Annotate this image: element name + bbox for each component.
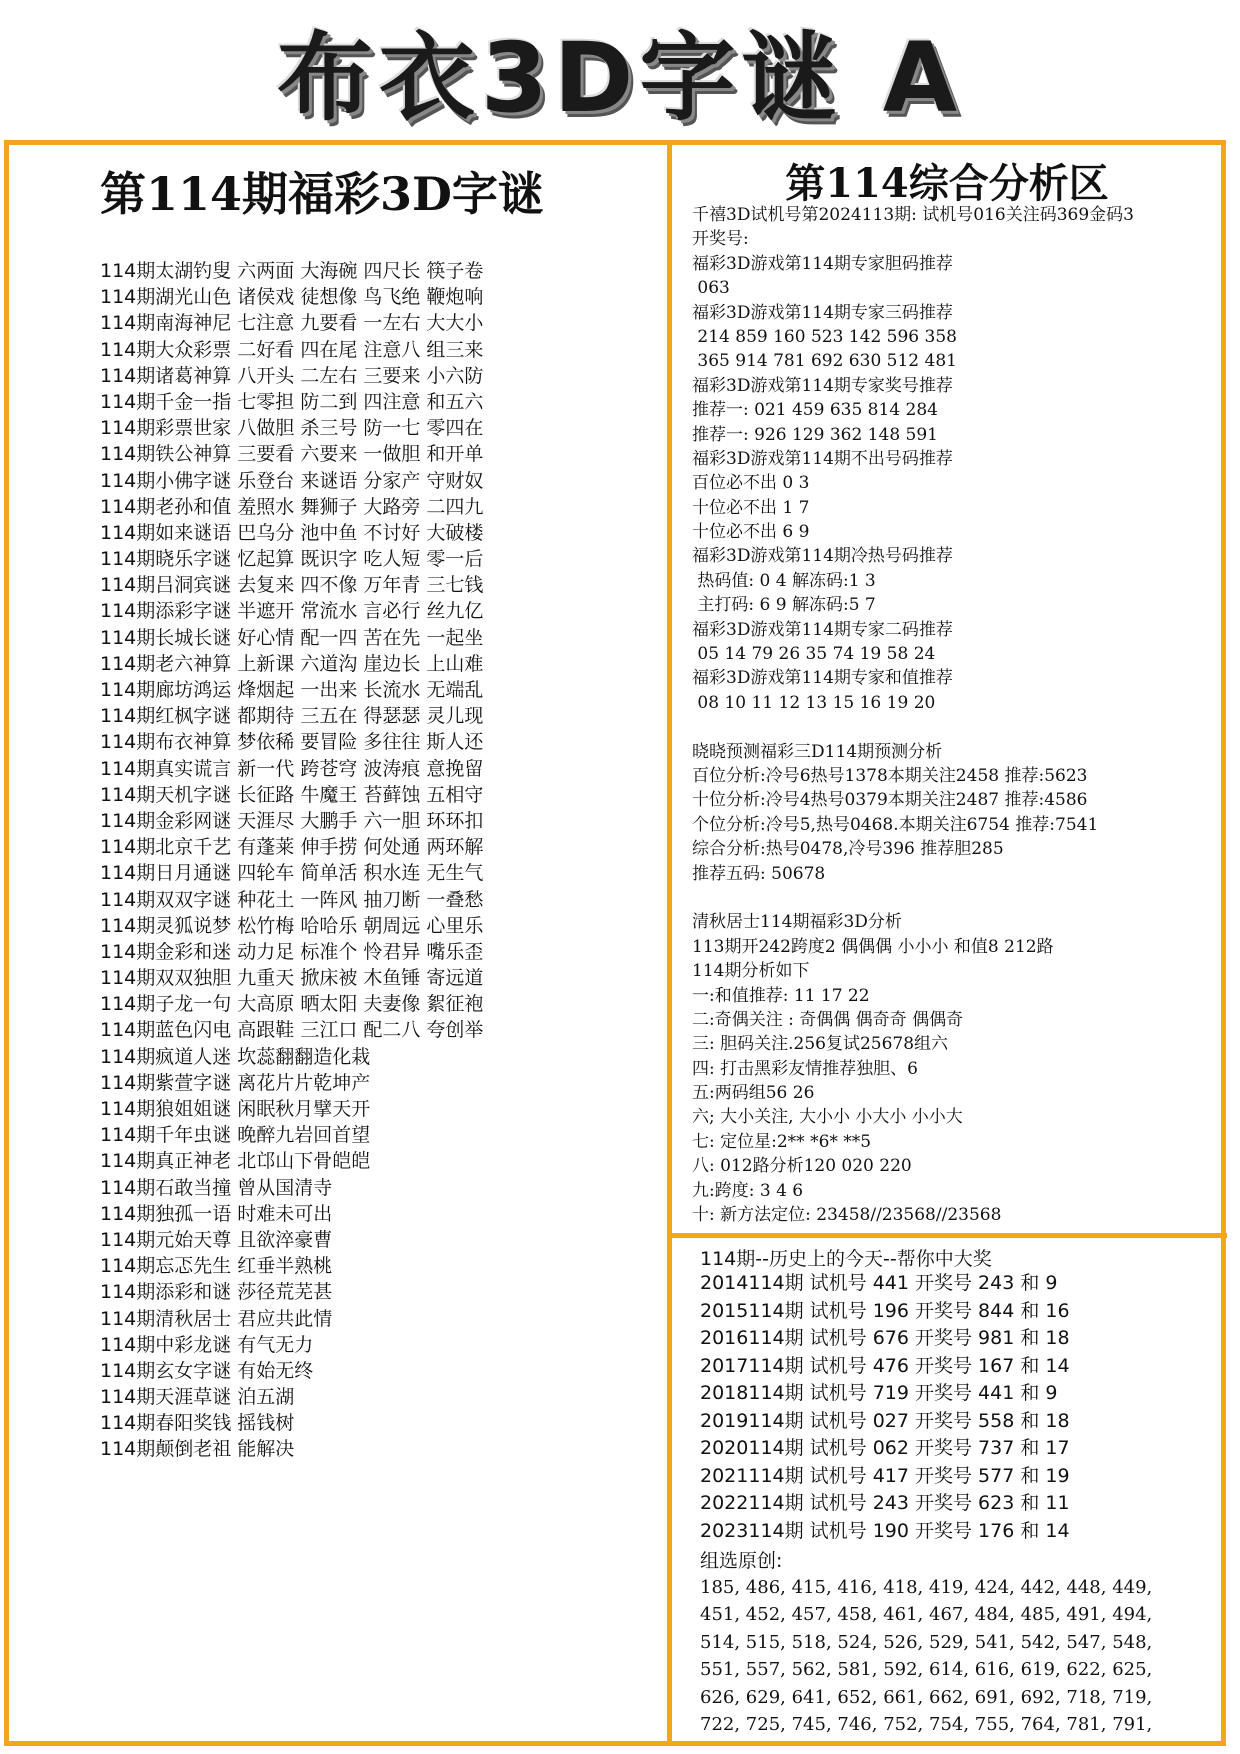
riddle-line: 114期老孙和值 羞照水 舞狮子 大路旁 二四九: [100, 495, 484, 518]
analysis-line: [692, 715, 1212, 739]
analysis-line: 千禧3D试机号第2024113期: 试机号016关注码369金码3: [692, 205, 1134, 225]
analysis-line: 05 14 79 26 35 74 19 58 24: [692, 644, 936, 665]
riddle-line: 114期千年虫谜 晚醉九岩回首望: [100, 1124, 371, 1147]
analysis-line: 开奖号:: [692, 229, 749, 250]
analysis-line: [692, 886, 1212, 910]
history-title: 114期--历史上的今天--帮你中大奖: [700, 1248, 992, 1270]
analysis-line: 214 859 160 523 142 596 358: [692, 326, 957, 347]
analysis-line: 福彩3D游戏第114期冷热号码推荐: [692, 546, 953, 567]
analysis-line: 福彩3D游戏第114期专家胆码推荐: [692, 253, 953, 274]
analysis-line: 推荐一: 926 129 362 148 591: [692, 424, 938, 445]
riddle-line: 114期添彩和谜 莎径荒芜甚: [100, 1281, 333, 1304]
analysis-line: 百位分析:冷号6热号1378本期关注2458 推荐:5623: [692, 765, 1088, 786]
combo-line: 514, 515, 518, 524, 526, 529, 541, 542, 547, 548,: [700, 1631, 1153, 1653]
riddle-line: 114期真实谎言 新一代 跨苍穹 波涛痕 意挽留: [100, 757, 484, 780]
combo-line: 626, 629, 641, 652, 661, 662, 691, 692, 718, 719,: [700, 1686, 1153, 1708]
riddle-line: 114期蓝色闪电 高跟鞋 三江口 配二八 夸创举: [100, 1019, 484, 1042]
analysis-line: 三: 胆码关注.256复试25678组六: [692, 1034, 949, 1055]
analysis-list: [692, 203, 1212, 1227]
analysis-line: 365 914 781 692 630 512 481: [692, 351, 957, 372]
analysis-line: 一:和值推荐: 11 17 22: [692, 985, 870, 1006]
analysis-line: 七: 定位星:2** *6* **5: [692, 1131, 872, 1152]
riddle-line: 114期独孤一语 时难未可出: [100, 1202, 333, 1225]
riddle-line: 114期玄女字谜 有始无终: [100, 1359, 314, 1382]
analysis-line: 九:跨度: 3 4 6: [692, 1180, 804, 1201]
history-row: 2022114期 试机号 243 开奖号 623 和 11: [700, 1492, 1070, 1514]
analysis-line: 八: 012路分析120 020 220: [692, 1156, 912, 1177]
analysis-line: 五:两码组56 26: [692, 1083, 815, 1104]
riddle-line: 114期灵狐说梦 松竹梅 哈哈乐 朝周远 心里乐: [100, 914, 484, 937]
history-row: 2020114期 试机号 062 开奖号 737 和 17: [700, 1437, 1070, 1459]
vertical-divider: [667, 145, 672, 1741]
analysis-line: 113期开242跨度2 偶偶偶 小小小 和值8 212路: [692, 936, 1054, 957]
analysis-line: 个位分析:冷号5,热号0468.本期关注6754 推荐:7541: [692, 814, 1099, 835]
analysis-line: 主打码: 6 9 解冻码:5 7: [692, 595, 876, 616]
riddle-line: 114期春阳奖钱 摇钱树: [100, 1412, 295, 1435]
riddle-line: 114期吕洞宾谜 去复来 四不像 万年青 三七钱: [100, 574, 484, 597]
history-row: 2015114期 试机号 196 开奖号 844 和 16: [700, 1299, 1070, 1322]
analysis-line: 十位分析:冷号4热号0379本期关注2487 推荐:4586: [692, 790, 1088, 811]
analysis-line: 综合分析:热号0478,冷号396 推荐胆285: [692, 839, 1004, 860]
analysis-line: 114期分析如下: [692, 961, 810, 982]
riddle-line: 114期铁公神算 三要看 六要来 一做胆 和开单: [100, 443, 484, 466]
analysis-line: 08 10 11 12 13 15 16 19 20: [692, 692, 936, 713]
combo-line: 185, 486, 415, 416, 418, 419, 424, 442, 448, 449,: [700, 1577, 1153, 1598]
riddle-line: 114期金彩网谜 天涯尽 大鹏手 六一胆 环环扣: [100, 809, 484, 832]
riddle-line: 114期日月通谜 四轮车 简单活 积水连 无生气: [100, 862, 484, 885]
analysis-section-title: 第114综合分析区: [785, 160, 1109, 207]
analysis-line: 推荐五码: 50678: [692, 863, 826, 884]
riddle-line: 114期元始天尊 且欲淬豪曹: [100, 1228, 333, 1251]
combo-line: 451, 452, 457, 458, 461, 467, 484, 485, 491, 494,: [700, 1604, 1153, 1626]
banner: [0, 0, 1240, 140]
riddle-line: 114期狼姐姐谜 闲眠秋月擘天开: [100, 1098, 371, 1120]
analysis-line: 十位必不出 1 7: [692, 497, 810, 518]
analysis-line: 十: 新方法定位: 23458//23568//23568: [692, 1205, 1002, 1226]
riddle-line: 114期忘忑先生 红垂半熟桃: [100, 1255, 333, 1278]
combo-list: [700, 1574, 1152, 1738]
history-row: 2019114期 试机号 027 开奖号 558 和 18: [700, 1409, 1070, 1432]
history-row: 2018114期 试机号 719 开奖号 441 和 9: [700, 1382, 1058, 1404]
riddle-line: 114期颠倒老祖 能解决: [100, 1438, 295, 1461]
analysis-line: 六; 大小关注, 大小小 小大小 小小大: [692, 1107, 963, 1128]
analysis-line: 063: [692, 278, 730, 299]
riddle-section-title: 第114期福彩3D字谜: [100, 167, 544, 221]
riddle-line: 114期中彩龙谜 有气无力: [100, 1333, 314, 1356]
history-row: 2023114期 试机号 190 开奖号 176 和 14: [700, 1519, 1070, 1542]
analysis-line: 四: 打击黑彩友情推荐独胆、6: [692, 1058, 918, 1079]
combo-line: 722, 725, 745, 746, 752, 754, 755, 764, 781, 791,: [700, 1713, 1153, 1735]
riddle-line: 114期小佛字谜 乐登台 来谜语 分家产 守财奴: [100, 469, 484, 492]
analysis-line: 晓晓预测福彩三D114期预测分析: [692, 741, 943, 762]
riddle-list: [100, 258, 483, 1463]
analysis-line: 福彩3D游戏第114期专家和值推荐: [692, 668, 953, 689]
analysis-line: 福彩3D游戏第114期专家奖号推荐: [692, 375, 953, 396]
riddle-line: 114期大众彩票 二好看 四在尾 注意八 组三来: [100, 338, 484, 361]
history-row: 2017114期 试机号 476 开奖号 167 和 14: [700, 1354, 1070, 1377]
horizontal-divider: [672, 1233, 1227, 1238]
riddle-line: 114期紫萱字谜 离花片片乾坤产: [100, 1071, 371, 1094]
riddle-line: 114期金彩和迷 动力足 标准个 怜君异 嘴乐歪: [100, 940, 484, 963]
riddle-line: 114期如来谜语 巴乌分 池中鱼 不讨好 大破楼: [100, 521, 484, 544]
analysis-line: 二:奇偶关注 : 奇偶偶 偶奇奇 偶偶奇: [692, 1009, 964, 1030]
riddle-line: 114期石敢当撞 曾从国清寺: [100, 1176, 333, 1199]
analysis-line: 福彩3D游戏第114期专家二码推荐: [692, 619, 953, 640]
analysis-line: 推荐一: 021 459 635 814 284: [692, 400, 938, 421]
riddle-line: 114期红枫字谜 都期待 三五在 得瑟瑟 灵儿现: [100, 705, 484, 728]
riddle-line: 114期长城长谜 好心情 配一四 苦在先 一起坐: [100, 626, 484, 649]
analysis-line: 福彩3D游戏第114期专家三码推荐: [692, 302, 953, 323]
analysis-line: 热码值: 0 4 解冻码:1 3: [692, 570, 876, 591]
riddle-line: 114期添彩字谜 半遮开 常流水 言必行 丝九亿: [100, 600, 484, 623]
riddle-line: 114期真正神老 北邙山下骨皑皑: [100, 1150, 371, 1173]
riddle-line: 114期天涯草谜 泊五湖: [100, 1386, 295, 1409]
analysis-line: 百位必不出 0 3: [692, 473, 810, 494]
history-row: 2014114期 试机号 441 开奖号 243 和 9: [700, 1272, 1058, 1294]
analysis-line: 清秋居士114期福彩3D分析: [692, 912, 902, 933]
analysis-line: 福彩3D游戏第114期不出号码推荐: [692, 448, 953, 469]
riddle-line: 114期老六神算 上新课 六道沟 崖边长 上山难: [100, 652, 484, 675]
riddle-line: 114期天机字谜 长征路 牛魔王 苔藓蚀 五相守: [100, 783, 484, 806]
riddle-line: 114期廊坊鸿运 烽烟起 一出来 长流水 无端乱: [100, 679, 484, 701]
riddle-line: 114期北京千艺 有蓬莱 伸手捞 何处通 两环解: [100, 836, 484, 859]
riddle-line: 114期疯道人迷 坎蕊翻翻造化栽: [100, 1045, 371, 1068]
riddle-line: 114期南海神尼 七注意 九要看 一左右 大大小: [100, 312, 484, 335]
riddle-line: 114期双双独胆 九重天 掀床被 木鱼锤 寄远道: [100, 967, 484, 990]
riddle-line: 114期诸葛神算 八开头 二左右 三要来 小六防: [100, 364, 484, 387]
analysis-line: 十位必不出 6 9: [692, 522, 810, 543]
history-list: [700, 1270, 1070, 1545]
banner-title: 布衣3D字谜 A: [276, 21, 964, 134]
riddle-line: 114期晓乐字谜 忆起算 既识字 吃人短 零一后: [100, 548, 484, 571]
riddle-line: 114期彩票世家 八做胆 杀三号 防一七 零四在: [100, 417, 484, 440]
riddle-line: 114期布衣神算 梦依稀 要冒险 多往往 斯人还: [100, 731, 484, 754]
riddle-line: 114期太湖钓叟 六两面 大海碗 四尺长 筷子卷: [100, 260, 484, 282]
riddle-line: 114期子龙一句 大高原 晒太阳 夫妻像 絮征袍: [100, 993, 484, 1016]
history-row: 2021114期 试机号 417 开奖号 577 和 19: [700, 1464, 1070, 1487]
combo-line: 551, 557, 562, 581, 592, 614, 616, 619, 622, 625,: [700, 1659, 1153, 1681]
riddle-line: 114期千金一指 七零担 防二到 四注意 和五六: [100, 390, 484, 413]
riddle-line: 114期湖光山色 诸侯戏 徒想像 鸟飞绝 鞭炮响: [100, 286, 484, 309]
riddle-line: 114期清秋居士 君应共此情: [100, 1307, 333, 1330]
combo-label: 组选原创:: [700, 1550, 783, 1572]
history-row: 2016114期 试机号 676 开奖号 981 和 18: [700, 1327, 1070, 1349]
riddle-line: 114期双双字谜 种花土 一阵风 抽刀断 一叠愁: [100, 888, 484, 911]
